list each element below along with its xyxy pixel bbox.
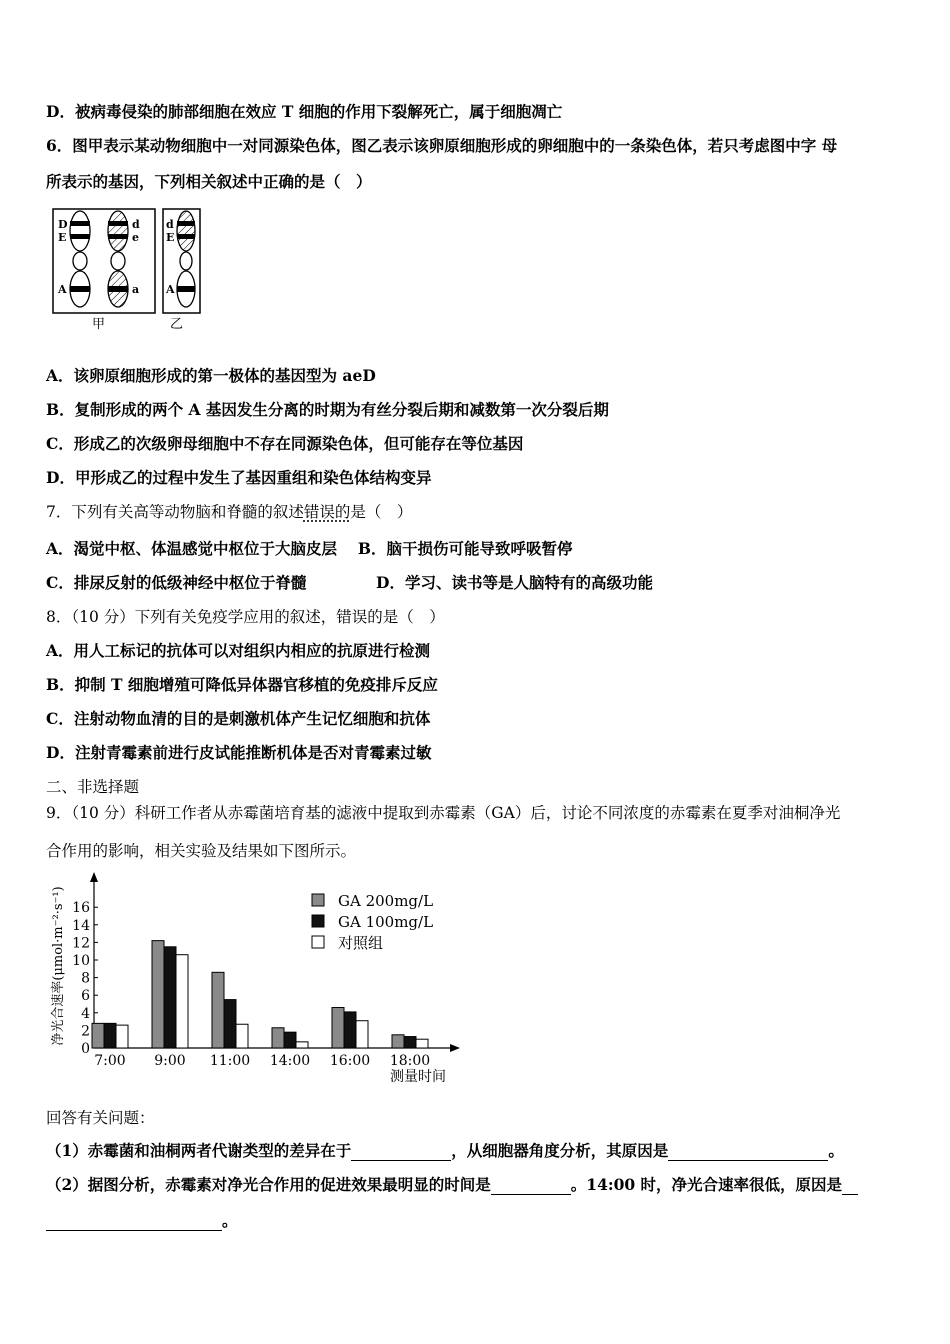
yi-gene-d: d [166,218,174,231]
blank-3[interactable] [491,1178,571,1195]
bar-1100-1 [224,1000,236,1048]
bar-700-2 [116,1025,128,1048]
q8-stem: 8．（10 分）下列有关免疫学应用的叙述，错误的是（ ） [46,608,445,626]
y-tick-label: 8 [81,970,90,987]
bar-1800-2 [416,1039,428,1048]
y-tick-label: 14 [72,917,90,934]
q7-option-c: C．排尿反射的低级神经中枢位于脊髓 [46,573,307,592]
y-tick-label: 12 [72,935,90,952]
bar-1100-0 [212,972,224,1048]
y-tick-label: 16 [72,900,90,917]
bar-1600-0 [332,1008,344,1048]
bar-700-0 [92,1023,104,1048]
y-tick-label: 10 [72,953,90,969]
legend-swatch [312,936,324,948]
x-axis-label: 测量时间 [390,1069,446,1085]
q5-option-d: D．被病毒侵染的肺部细胞在效应 T 细胞的作用下裂解死亡，属于细胞凋亡 [46,102,563,121]
bar-1400-2 [296,1042,308,1048]
bar-1600-1 [344,1012,356,1048]
bar-1100-2 [236,1024,248,1048]
bar-1400-0 [272,1028,284,1048]
q9-part-1: （1）赤霉菌和油桐两者代谢类型的差异在于 ，从细胞器角度分析，其原因是 。 [46,1141,844,1160]
q8-option-b: B．抑制 T 细胞增殖可降低异体器官移植的免疫排斥反应 [46,675,438,694]
answer-heading: 回答有关问题： [46,1109,155,1127]
legend-label: 对照组 [338,934,384,952]
gene-E: E [58,231,67,244]
label-jia: 甲 [92,317,106,332]
q8-option-a: A．用人工标记的抗体可以对组织内相应的抗原进行检测 [46,641,431,660]
q6-option-d: D．甲形成乙的过程中发生了基因重组和染色体结构变异 [46,468,432,487]
bar-700-1 [104,1023,116,1048]
bar-1800-0 [392,1035,404,1048]
q7-option-d: D．学习、读书等是人脑特有的高级功能 [376,573,653,592]
blank-2[interactable] [668,1144,828,1161]
yi-gene-E: E [166,231,175,244]
chromosome-figure [50,206,210,334]
q9-part-2: （2）据图分析，赤霉素对净光合作用的促进效果最明显的时间是 。14:00 时，净光合速率很低，原因是 [46,1175,858,1195]
x-tick-label: 14:00 [269,1053,311,1069]
gene-D: D [58,218,68,231]
q6-stem-1: 6．图甲表示某动物细胞中一对同源染色体，图乙表示该卵原细胞形成的卵细胞中的一条染色体，若只考虑图中字 母 [46,136,838,155]
blank-4a[interactable] [842,1178,858,1195]
bar-1600-2 [356,1021,368,1048]
q8-option-c: C．注射动物血清的目的是刺激机体产生记忆细胞和抗体 [46,709,431,728]
blank-4b[interactable] [46,1214,222,1231]
x-axis-arrow [450,1044,460,1052]
label-yi: 乙 [170,317,184,332]
gene-e: e [132,231,139,244]
yi-gene-A: A [166,283,175,296]
gene-A: A [58,283,67,296]
y-axis-label: 净光合速率(μmol·m⁻²·s⁻¹) [51,886,66,1046]
bar-900-0 [152,941,164,1048]
q8-option-d: D．注射青霉素前进行皮试能推断机体是否对青霉素过敏 [46,743,432,762]
q6-option-a: A．该卵原细胞形成的第一极体的基因型为 aeD [46,366,376,385]
x-tick-label: 16:00 [329,1053,371,1069]
x-tick-label: 9:00 [154,1053,186,1069]
x-tick-label: 18:00 [389,1053,431,1069]
gene-a: a [132,283,140,296]
y-tick-label: 4 [81,1005,90,1022]
legend-label: GA 100mg/L [338,913,434,931]
q6-option-c: C．形成乙的次级卵母细胞中不存在同源染色体，但可能存在等位基因 [46,434,524,453]
q9-stem-2: 合作用的影响，相关实验及结果如下图所示。 [46,842,357,860]
bar-900-2 [176,955,188,1048]
y-tick-label: 0 [81,1041,90,1057]
q7-stem: 7．下列有关高等动物脑和脊髓的叙述错误的是（ ） [46,503,413,521]
q9-part-2-cont: 。 [46,1211,238,1231]
bar-1400-1 [284,1032,296,1048]
x-tick-label: 7:00 [94,1053,126,1069]
bar-chart [40,866,470,1088]
legend-label: GA 200mg/L [338,892,434,910]
gene-d: d [132,218,140,231]
bar-1800-1 [404,1037,416,1048]
q7-options-ab: A．渴觉中枢、体温感觉中枢位于大脑皮层 B．脑干损伤可能导致呼吸暂停 [46,539,573,558]
x-tick-label: 11:00 [209,1053,251,1069]
q9-stem-1: 9．（10 分）科研工作者从赤霉菌培育基的滤液中提取到赤霉素（GA）后，讨论不同浓度的赤霉素在夏季对油桐净光 [46,804,841,822]
legend-swatch [312,894,324,906]
bar-900-1 [164,947,176,1048]
y-tick-label: 2 [81,1023,90,1040]
q6-option-b: B．复制形成的两个 A 基因发生分离的时期为有丝分裂后期和减数第一次分裂后期 [46,400,609,419]
section-2-heading: 二、非选择题 [46,778,140,796]
legend-swatch [312,915,324,927]
y-axis-arrow [90,872,98,882]
blank-1[interactable] [351,1144,451,1161]
y-tick-label: 6 [81,988,90,1005]
q6-stem-2: 所表示的基因，下列相关叙述中正确的是（ ） [46,172,372,191]
